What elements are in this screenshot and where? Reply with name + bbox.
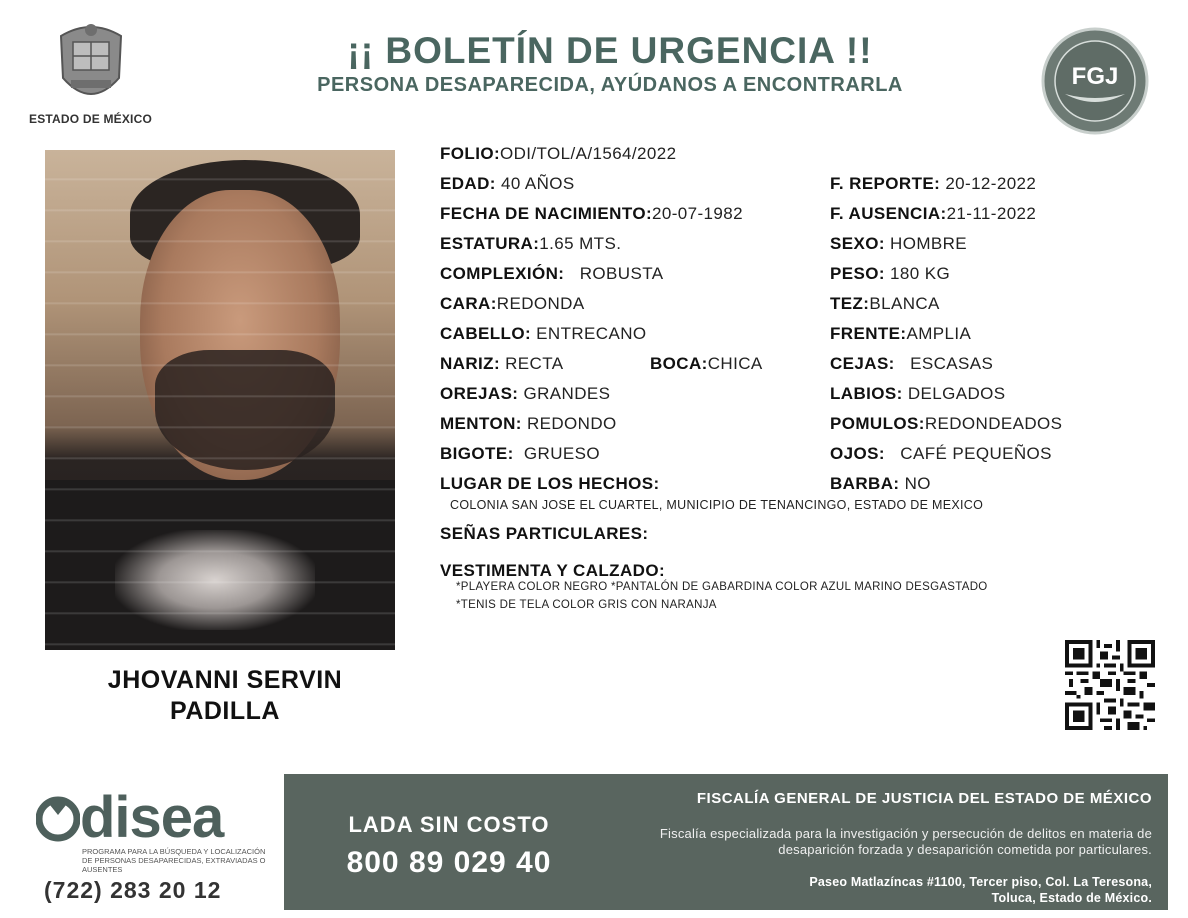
person-name-line1: JHOVANNI SERVIN bbox=[107, 666, 343, 694]
field-edad bbox=[440, 174, 575, 194]
field-value: 180 KG bbox=[890, 264, 951, 283]
person-name-line2: PADILLA bbox=[170, 697, 280, 725]
field-label: CEJAS: bbox=[830, 354, 895, 373]
field-label: BOCA: bbox=[650, 354, 708, 373]
qr-code-icon[interactable] bbox=[1064, 640, 1156, 730]
field-value: ESCASAS bbox=[910, 354, 994, 373]
field-peso bbox=[830, 264, 950, 284]
odisea-wordmark: disea bbox=[80, 785, 224, 850]
address-line1: Paseo Matlazíncas #1100, Tercer piso, Col. La Teresona, bbox=[809, 875, 1152, 889]
fiscalia-address bbox=[592, 874, 1152, 906]
field-value: CHICA bbox=[707, 354, 763, 373]
field-value: GRUESO bbox=[523, 444, 600, 463]
field-value: REDONDO bbox=[526, 414, 617, 433]
fiscalia-title: FISCALÍA GENERAL DE JUSTICIA DEL ESTADO DE MÉXICO bbox=[696, 790, 1152, 807]
field-folio bbox=[440, 144, 676, 164]
field-value: REDONDEADOS bbox=[924, 414, 1063, 433]
field-value: BLANCA bbox=[869, 294, 940, 313]
field-lugar bbox=[440, 474, 660, 494]
field-label: BIGOTE: bbox=[440, 444, 514, 463]
bulletin-title: ¡¡ BOLETÍN DE URGENCIA !! bbox=[347, 30, 873, 71]
field-label: EDAD: bbox=[440, 174, 496, 193]
field-value: REDONDA bbox=[496, 294, 585, 313]
field-label: NARIZ: bbox=[440, 354, 500, 373]
field-nacimiento bbox=[440, 204, 743, 224]
field-label: SEÑAS PARTICULARES: bbox=[440, 524, 649, 543]
state-label: ESTADO DE MÉXICO bbox=[29, 112, 152, 126]
field-label: PESO: bbox=[830, 264, 885, 283]
field-value: 20-12-2022 bbox=[945, 174, 1037, 193]
estado-de-mexico-logo bbox=[28, 18, 153, 126]
field-label: BARBA: bbox=[830, 474, 900, 493]
field-tez bbox=[830, 294, 940, 314]
field-label: LUGAR DE LOS HECHOS: bbox=[440, 474, 660, 493]
field-label: FRENTE: bbox=[830, 324, 907, 343]
field-value: 20-07-1982 bbox=[652, 204, 743, 223]
footer-band bbox=[284, 774, 1168, 910]
fgj-seal-icon bbox=[1040, 26, 1150, 136]
field-value: 40 AÑOS bbox=[500, 174, 575, 193]
field-label: F. REPORTE: bbox=[830, 174, 941, 193]
vestimenta-line1: *PLAYERA COLOR NEGRO *PANTALÓN DE GABARDINA COLOR AZUL MARINO DESGASTADO bbox=[456, 581, 988, 593]
field-cabello bbox=[440, 324, 647, 344]
address-line2: Toluca, Estado de México. bbox=[991, 891, 1152, 905]
field-value: HOMBRE bbox=[890, 234, 968, 253]
field-value: ROBUSTA bbox=[579, 264, 664, 283]
bulletin-subtitle: PERSONA DESAPARECIDA, AYÚDANOS A ENCONTRARLA bbox=[317, 74, 903, 96]
field-frente bbox=[830, 324, 971, 344]
odisea-description: PROGRAMA PARA LA BÚSQUEDA Y LOCALIZACIÓN DE PERSONAS DESAPARECIDAS, EXTRAVIADAS O AUSENTES bbox=[82, 847, 266, 874]
field-boca bbox=[650, 354, 763, 374]
field-barba bbox=[830, 474, 931, 494]
field-senas bbox=[440, 524, 648, 544]
field-label: LABIOS: bbox=[830, 384, 903, 403]
field-value: RECTA bbox=[505, 354, 564, 373]
field-label: CABELLO: bbox=[440, 324, 532, 343]
field-labios bbox=[830, 384, 1005, 404]
field-label: ESTATURA: bbox=[440, 234, 540, 253]
field-pomulos bbox=[830, 414, 1062, 434]
lada-number[interactable]: 800 89 029 40 bbox=[346, 846, 552, 879]
field-cejas bbox=[830, 354, 993, 374]
field-label: F. AUSENCIA: bbox=[830, 204, 947, 223]
field-menton bbox=[440, 414, 617, 434]
coat-of-arms-icon bbox=[51, 18, 131, 108]
field-label: SEXO: bbox=[830, 234, 885, 253]
odisea-logo bbox=[36, 785, 276, 903]
field-value: 1.65 MTS. bbox=[539, 234, 622, 253]
field-estatura bbox=[440, 234, 621, 254]
person-name bbox=[45, 665, 405, 727]
field-label: TEZ: bbox=[830, 294, 870, 313]
field-nariz bbox=[440, 354, 563, 374]
field-label: VESTIMENTA Y CALZADO: bbox=[440, 561, 666, 580]
field-orejas bbox=[440, 384, 610, 404]
fgj-seal-text: FGJ bbox=[1071, 63, 1119, 90]
field-label: CARA: bbox=[440, 294, 497, 313]
field-value: ENTRECANO bbox=[536, 324, 647, 343]
field-vestimenta bbox=[440, 561, 665, 581]
fiscalia-description: Fiscalía especializada para la investigación y persecución de delitos en materia de desaparición forzada y desaparición cometida por particulares. bbox=[659, 826, 1152, 857]
lada-title: LADA SIN COSTO bbox=[348, 812, 550, 837]
field-value: CAFÉ PEQUEÑOS bbox=[900, 444, 1052, 463]
field-sexo bbox=[830, 234, 967, 254]
field-ojos bbox=[830, 444, 1052, 464]
field-bigote bbox=[440, 444, 600, 464]
field-value: GRANDES bbox=[523, 384, 611, 403]
field-cara bbox=[440, 294, 585, 314]
field-ausencia bbox=[830, 204, 1036, 224]
person-photo bbox=[45, 150, 395, 650]
field-reporte bbox=[830, 174, 1036, 194]
field-lugar-value: COLONIA SAN JOSE EL CUARTEL, MUNICIPIO DE TENANCINGO, ESTADO DE MEXICO bbox=[450, 498, 984, 512]
vestimenta-line2: *TENIS DE TELA COLOR GRIS CON NARANJA bbox=[456, 599, 717, 611]
field-label: FECHA DE NACIMIENTO: bbox=[440, 204, 652, 223]
map-pin-icon bbox=[36, 789, 80, 847]
field-label: POMULOS: bbox=[830, 414, 925, 433]
field-value: ODI/TOL/A/1564/2022 bbox=[500, 144, 677, 163]
field-label: FOLIO: bbox=[440, 144, 500, 163]
field-complexion bbox=[440, 264, 663, 284]
odisea-phone[interactable]: (722) 283 20 12 bbox=[44, 877, 222, 903]
field-label: OJOS: bbox=[830, 444, 885, 463]
field-label: MENTON: bbox=[440, 414, 522, 433]
field-value: AMPLIA bbox=[906, 324, 972, 343]
field-value: 21-11-2022 bbox=[946, 204, 1037, 223]
field-value: DELGADOS bbox=[907, 384, 1006, 403]
field-value: NO bbox=[904, 474, 931, 493]
field-label: OREJAS: bbox=[440, 384, 519, 403]
field-label: COMPLEXIÓN: bbox=[440, 264, 565, 283]
